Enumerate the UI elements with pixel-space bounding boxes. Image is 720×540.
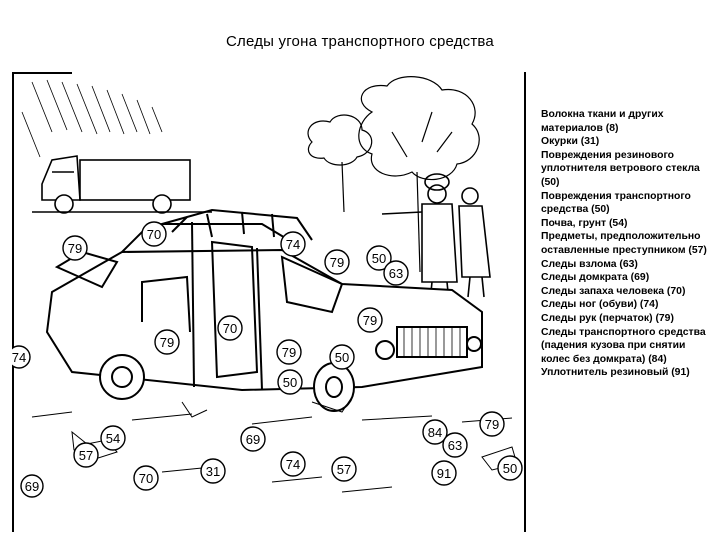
legend-item: Следы ног (обуви) (74)	[541, 299, 659, 311]
legend-item: Следы взлома (63)	[541, 258, 638, 270]
evidence-marker	[358, 308, 382, 332]
evidence-marker	[277, 340, 301, 364]
trees-drawing	[308, 77, 479, 272]
marker-number: 79	[484, 417, 500, 432]
legend-item: Повреждения транспортного средства (50)	[541, 190, 691, 216]
legend-item: Предметы, предположительно оставленные преступником (57)	[541, 231, 707, 256]
marker-number: 79	[67, 241, 83, 256]
marker-number: 50	[334, 350, 350, 365]
evidence-marker	[332, 457, 356, 481]
evidence-marker	[134, 466, 158, 490]
evidence-marker	[443, 433, 467, 457]
marker-number: 50	[282, 375, 298, 390]
evidence-marker	[278, 370, 302, 394]
evidence-marker	[12, 346, 30, 368]
marker-number: 57	[78, 448, 94, 463]
marker-number: 79	[362, 313, 378, 328]
evidence-marker	[142, 222, 166, 246]
legend-item: Следы запаха человека (70)	[541, 285, 686, 297]
marker-number: 79	[281, 345, 297, 360]
evidence-marker	[281, 452, 305, 476]
evidence-marker	[201, 459, 225, 483]
evidence-marker	[21, 475, 43, 497]
evidence-marker	[480, 412, 504, 436]
marker-number: 84	[427, 425, 443, 440]
marker-number: 69	[245, 432, 261, 447]
evidence-marker	[63, 236, 87, 260]
marker-number: 31	[205, 464, 221, 479]
legend-item: Почва, грунт (54)	[541, 217, 628, 229]
rain-hatching	[22, 80, 162, 157]
marker-number: 50	[502, 461, 518, 476]
marker-number: 50	[371, 251, 387, 266]
marker-number: 54	[105, 431, 121, 446]
evidence-marker	[384, 261, 408, 285]
legend-item: Волокна ткани и других материалов (8)	[541, 109, 664, 134]
evidence-marker	[101, 426, 125, 450]
car-theft-scene-illustration	[12, 72, 535, 532]
marker-number: 79	[329, 255, 345, 270]
evidence-marker	[498, 456, 522, 480]
car-drawing	[47, 210, 482, 411]
legend-item: Окурки (31)	[541, 136, 600, 148]
marker-number: 69	[24, 479, 40, 494]
marker-number: 63	[388, 266, 404, 281]
legend-item: Повреждения резинового уплотнителя ветрового стекла (50)	[541, 149, 700, 188]
evidence-marker	[218, 316, 242, 340]
marker-number: 63	[447, 438, 463, 453]
marker-number: 57	[336, 462, 352, 477]
evidence-marker	[155, 330, 179, 354]
marker-number: 70	[146, 227, 162, 242]
evidence-marker	[330, 345, 354, 369]
evidence-marker	[325, 250, 349, 274]
evidence-marker	[432, 461, 456, 485]
marker-number: 74	[285, 457, 301, 472]
marker-number: 91	[436, 466, 452, 481]
legend-item: Следы транспортного средства (падения кузова при снятии колес без домкрата) (84)	[541, 326, 706, 365]
truck-drawing	[32, 156, 212, 213]
marker-number: 74	[12, 350, 27, 365]
evidence-marker	[241, 427, 265, 451]
legend-item: Следы домкрата (69)	[541, 272, 650, 284]
marker-number: 79	[159, 335, 175, 350]
marker-number: 70	[222, 321, 238, 336]
slide-title: Следы угона транспортного средства	[226, 33, 494, 50]
evidence-marker	[281, 232, 305, 256]
legend-item: Уплотнитель резиновый (91)	[541, 367, 690, 379]
legend-item: Следы рук (перчаток) (79)	[541, 312, 674, 324]
evidence-legend	[541, 108, 713, 380]
marker-number: 70	[138, 471, 154, 486]
evidence-marker	[74, 443, 98, 467]
marker-number: 74	[285, 237, 301, 252]
